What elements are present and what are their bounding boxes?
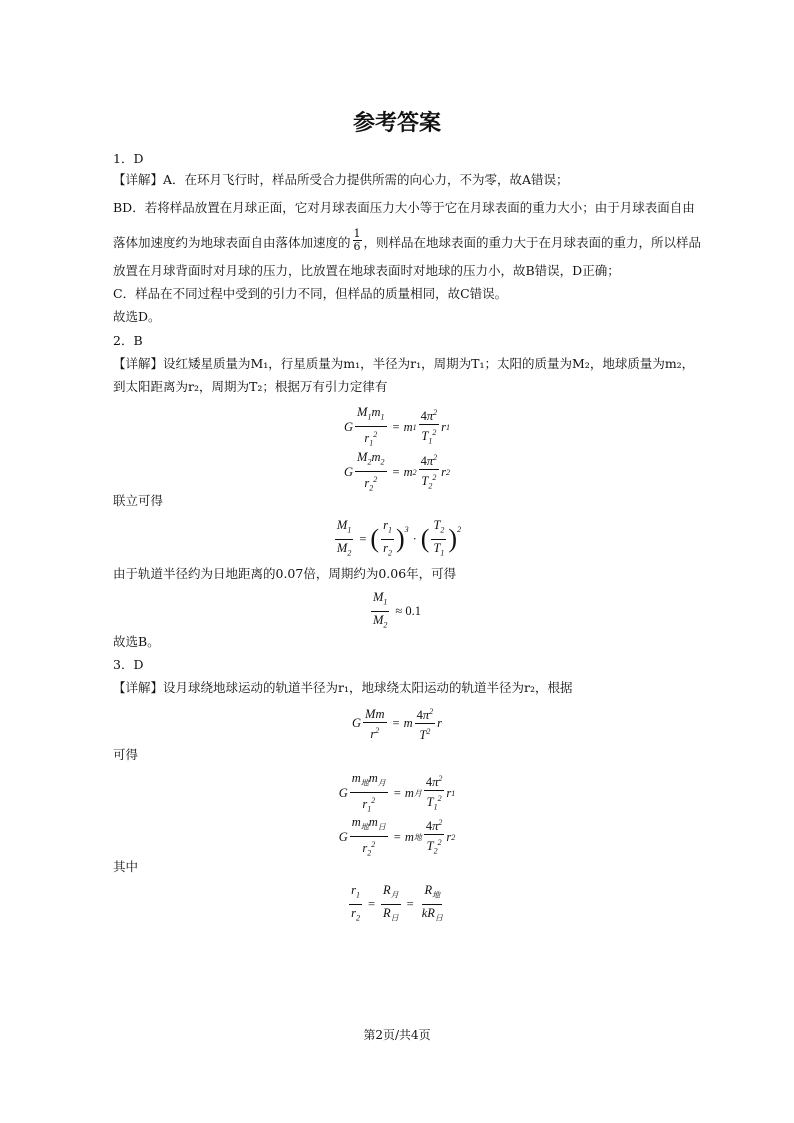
- equation-4: $\frac{M_1}{M_2}$ ≈ 0.1: [372, 590, 422, 629]
- q2-line1: 【详解】设红矮星质量为M₁，行星质量为m₁，半径为r₁，周期为T₁；太阳的质量为M₂，地球质量为m₂，: [113, 356, 695, 371]
- q3-get: 可得: [113, 747, 139, 762]
- q2-answer: 2．B: [113, 333, 143, 348]
- q2-line2: 到太阳距离为r₂，周期为T₂；根据万有引力定律有: [113, 379, 388, 394]
- equation-1: G $\frac{M_1m_1}{r_1^2}$ = m 1 $\frac{4\pi^2}{T_1^2}$ r 1: [344, 405, 450, 448]
- q1-line4: 放置在月球背面时对月球的压力，比放置在地球表面时对地球的压力小，故B错误，D正确；: [113, 263, 620, 278]
- q3-answer: 3．D: [113, 657, 144, 672]
- q2-since: 由于轨道半径约为日地距离的0.07倍，周期约为0.06年，可得: [113, 566, 457, 581]
- equation-8: $\frac{r_1}{r_2}$ = $\frac{R_月}{R_日}$ = $\frac{R_地}{kR_日}$: [351, 883, 443, 922]
- equation-7: G $\frac{m_地m_日}{r_2^2}$ = m 地 $\frac{4\pi^2}{T_2^2}$ r 2: [338, 815, 456, 858]
- q2-choose: 故选B。: [113, 634, 160, 649]
- page-footer: 第2页/共4页: [363, 1028, 431, 1042]
- equation-5: G $\frac{Mm}{r^2}$ = m $\frac{4\pi^2}{T^2}$ r: [352, 706, 442, 743]
- q3-line1: 【详解】设月球绕地球运动的轨道半径为r₁，地球绕太阳运动的轨道半径为r₂，根据: [113, 680, 573, 695]
- q1-line3-text-a: 落体加速度约为地球表面自由落体加速度的: [113, 235, 351, 250]
- equation-6: G $\frac{m_地m_月}{r_1^2}$ = m 月 $\frac{4\pi^2}{T_1^2}$ r 1: [338, 771, 456, 814]
- approx-value: ≈ 0.1: [395, 603, 422, 618]
- q1-line2: BD．若将样品放置在月球正面，它对月球表面压力大小等于它在月球表面的重力大小；由于月球表面自由: [113, 200, 695, 215]
- q1-line5: C．样品在不同过程中受到的引力不同，但样品的质量相同，故C错误。: [113, 286, 508, 301]
- equation-2: G $\frac{M_2m_2}{r_2^2}$ = m 2 $\frac{4\pi^2}{T_2^2}$ r 2: [344, 450, 450, 493]
- fraction-one-sixth: $\frac{1}{6}$: [353, 227, 361, 253]
- q1-answer: 1．D: [113, 151, 144, 166]
- page-title: 参考答案: [352, 111, 441, 136]
- equation-3: $\frac{M_1}{M_2}$ = ( $\frac{r_1}{r_2}$ ) $^3$ · ( $\frac{T_2}{T_1}$ ) $^2$: [336, 518, 462, 557]
- q1-line3: [113, 227, 702, 256]
- q3-among: 其中: [113, 859, 139, 874]
- q1-line6: 故选D。: [113, 309, 161, 324]
- q1-line1: 【详解】A．在环月飞行时，样品所受合力提供所需的向心力，不为零，故A错误；: [113, 172, 569, 187]
- q2-joint: 联立可得: [113, 493, 164, 508]
- q1-line3-text-b: ，则样品在地球表面的重力大于在月球表面的重力，所以样品: [363, 235, 702, 250]
